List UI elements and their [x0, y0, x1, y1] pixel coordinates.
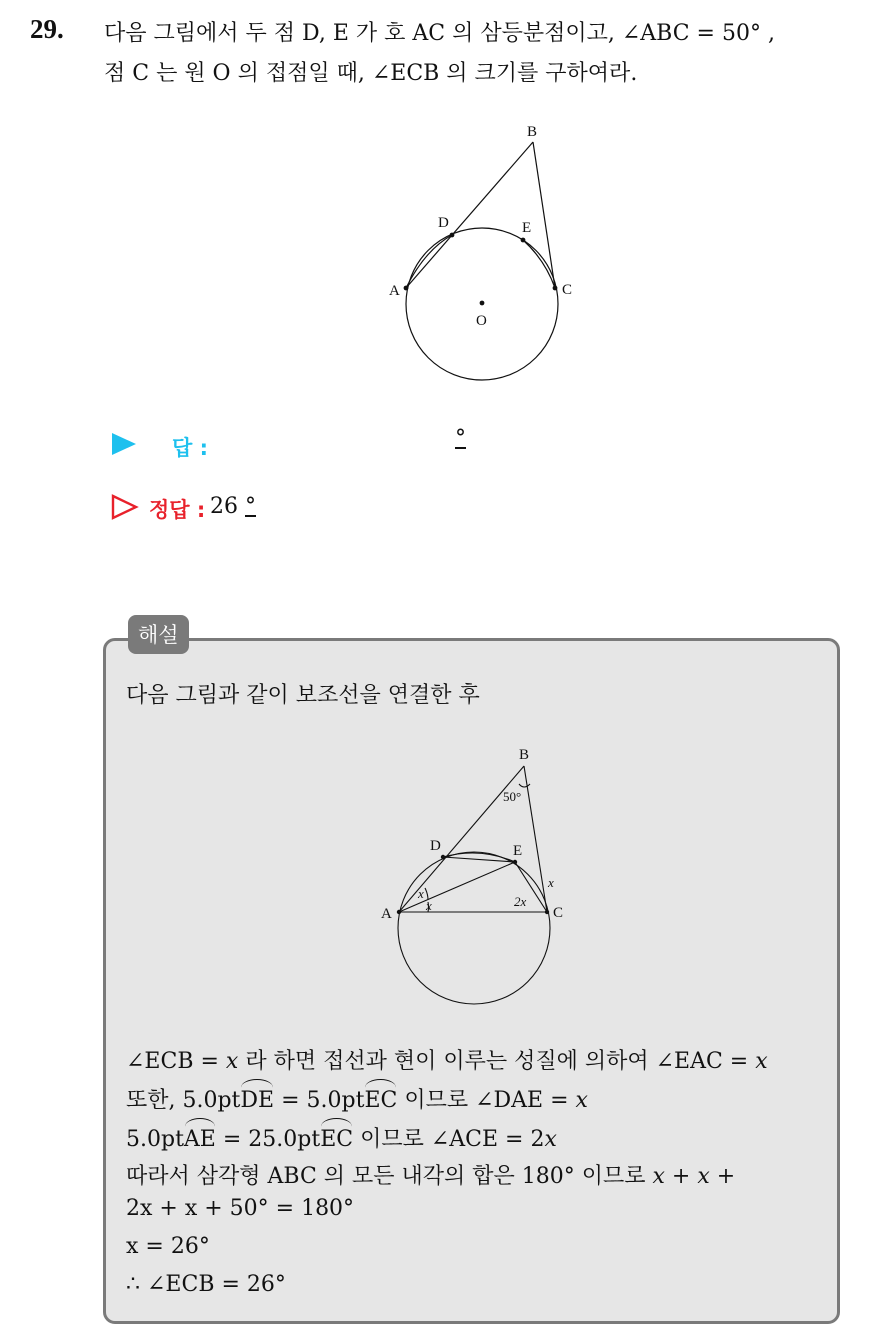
label-a-2: A [381, 906, 392, 922]
label-o: O [476, 313, 487, 329]
chord-ad [406, 235, 452, 288]
circle-o [406, 228, 558, 380]
question-text-line1: 다음 그림에서 두 점 D, E 가 호 AC 의 삼등분점이고, ∠ABC = 50° , [104, 21, 775, 46]
angle-2x-label: 2x [514, 894, 527, 909]
line-ab [406, 142, 533, 288]
solution-line1: ∠ECB = x 라 하면 접선과 현이 이루는 성질에 의하여 ∠EAC = x [126, 1049, 768, 1074]
angle-b-label: 50° [503, 789, 522, 804]
solution-line6: x = 26° [126, 1234, 210, 1259]
label-b: B [527, 124, 538, 140]
solution-box [103, 638, 840, 1324]
solution-tag: 해설 [128, 615, 189, 654]
correct-label: 정답 : [149, 498, 206, 522]
angle-x-label-a1: x [418, 886, 424, 901]
play-triangle-icon [110, 430, 140, 460]
label-e-2: E [513, 843, 523, 859]
solution-line2: 또한, 5.0ptDE = 5.0ptEC 이므로 ∠DAE = x [126, 1088, 588, 1113]
label-a: A [389, 283, 400, 299]
label-c-2: C [553, 905, 564, 921]
angle-x-label-c: x [548, 875, 554, 890]
solution-line7: ∴ ∠ECB = 26° [126, 1272, 286, 1297]
solution-line3: 5.0ptAE = 25.0ptEC 이므로 ∠ACE = 2x [126, 1127, 557, 1152]
solution-line5: 2x + x + 50° = 180° [126, 1196, 355, 1221]
answer-unit: ° [455, 426, 466, 451]
question-number: 29. [30, 14, 64, 44]
line-bc [533, 142, 555, 288]
chord-ec [523, 240, 555, 288]
answer-label: 답 : [172, 436, 208, 460]
correct-value: 26 ° [210, 494, 256, 519]
label-c: C [562, 282, 573, 298]
outline-triangle-icon [110, 493, 140, 523]
label-e: E [522, 220, 532, 236]
label-b-2: B [519, 747, 530, 763]
solution-intro: 다음 그림과 같이 보조선을 연결한 후 [126, 683, 480, 708]
label-d: D [438, 215, 449, 231]
label-d-2: D [430, 838, 441, 854]
solution-line4: 따라서 삼각형 ABC 의 모든 내각의 합은 180° 이므로 x + x + [126, 1164, 736, 1189]
question-text-line2: 점 C 는 원 O 의 접점일 때, ∠ECB 의 크기를 구하여라. [104, 61, 638, 86]
angle-x-label-a2: x [426, 898, 432, 913]
